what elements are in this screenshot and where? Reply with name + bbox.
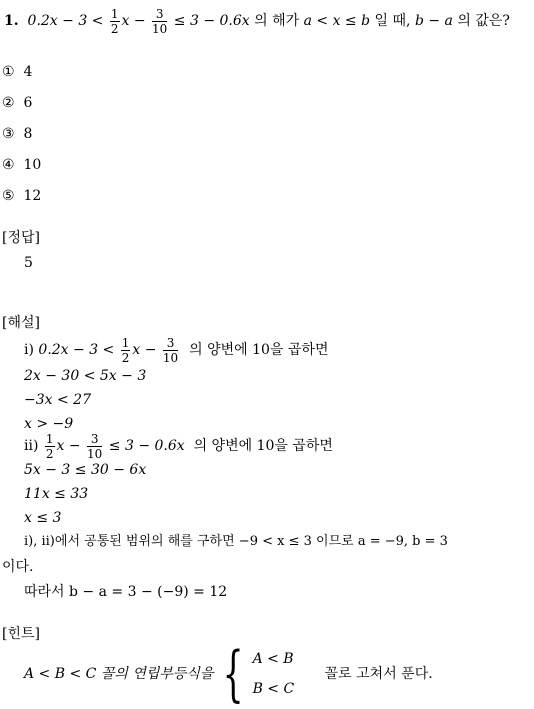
option-value: 10	[23, 157, 42, 173]
step-2-mark: ⅱ)	[24, 438, 39, 454]
step-2-tail: 의 양변에 10을 곱하면	[193, 438, 333, 454]
step-1-frac-2: $\frac{3}{10}$	[162, 335, 179, 365]
option-mark: ⑤	[2, 188, 15, 204]
solution-step-1	[24, 332, 328, 368]
hint-tail: 꼴로 고쳐서 푼다.	[324, 666, 433, 682]
solution-combine: ⅰ), ⅱ)에서 공통된 범위의 해를 구하면 −9 < x ≤ 3 이므로 a = −9, b = 3	[24, 534, 448, 549]
question-text-b: 일 때,	[374, 13, 411, 29]
option-4[interactable]	[2, 155, 41, 175]
hint-system-1: A < B	[252, 651, 294, 667]
option-1[interactable]	[2, 62, 32, 82]
solution-line-6: x ≤ 3	[24, 510, 62, 526]
solution-line-4: 5x − 3 ≤ 30 − 6x	[24, 462, 147, 478]
question-line	[4, 6, 510, 36]
option-value: 4	[23, 64, 33, 80]
question-number: 1.	[4, 13, 19, 29]
hint-system	[253, 644, 295, 704]
step-2-right: ≤ 3 − 0.6x	[108, 438, 185, 454]
left-brace-icon: {	[222, 639, 244, 709]
hint-line	[24, 639, 433, 709]
question-frac-2: $\frac{3}{10}$	[152, 6, 168, 36]
solution-final: 따라서 b − a = 3 − (−9) = 12	[24, 584, 228, 600]
solution-line-3: x > −9	[24, 416, 74, 432]
option-mark: ④	[2, 157, 15, 173]
option-mark: ②	[2, 95, 15, 111]
option-mark: ③	[2, 126, 15, 142]
solution-line-5: 11x ≤ 33	[24, 486, 89, 502]
option-value: 12	[23, 188, 42, 204]
question-expr-left: 0.2x − 3 <	[27, 13, 104, 29]
solution-line-2: −3x < 27	[24, 392, 91, 408]
solution-heading: [해설]	[2, 315, 40, 331]
step-1-mark: ⅰ)	[24, 342, 34, 358]
step-1-frac-1: $\frac{1}{2}$	[121, 335, 130, 365]
question-condition: a < x ≤ b	[303, 13, 371, 29]
question-text-c: 의 값은?	[457, 13, 510, 29]
hint-lead: A < B < C 꼴의 연립부등식을	[24, 666, 214, 682]
question-expr-mid: x −	[121, 13, 146, 29]
question-text-a: 의 해가	[254, 13, 300, 29]
answer-value: 5	[24, 255, 33, 271]
option-2[interactable]	[2, 93, 32, 113]
solution-step-2	[24, 428, 333, 464]
question-expr-right: ≤ 3 − 0.6x	[173, 13, 250, 29]
question-target: b − a	[414, 13, 453, 29]
hint-system-2: B < C	[252, 681, 295, 697]
answer-heading: [정답]	[2, 230, 40, 246]
option-mark: ①	[2, 64, 15, 80]
step-1-mid: x −	[132, 342, 157, 358]
step-1-left: 0.2x − 3 <	[38, 342, 115, 358]
solution-combine-end: 이다.	[2, 559, 34, 575]
option-3[interactable]	[2, 124, 32, 144]
step-2-frac-2: $\frac{3}{10}$	[87, 431, 103, 461]
option-value: 8	[23, 126, 33, 142]
solution-line-1: 2x − 30 < 5x − 3	[24, 368, 147, 384]
step-2-frac-1: $\frac{1}{2}$	[45, 431, 54, 461]
option-value: 6	[23, 95, 33, 111]
option-5[interactable]	[2, 186, 41, 206]
step-1-tail: 의 양변에 10을 곱하면	[189, 342, 329, 358]
step-2-mid: x −	[56, 438, 81, 454]
hint-heading: [힌트]	[2, 626, 40, 642]
question-frac-1: $\frac{1}{2}$	[110, 6, 119, 36]
